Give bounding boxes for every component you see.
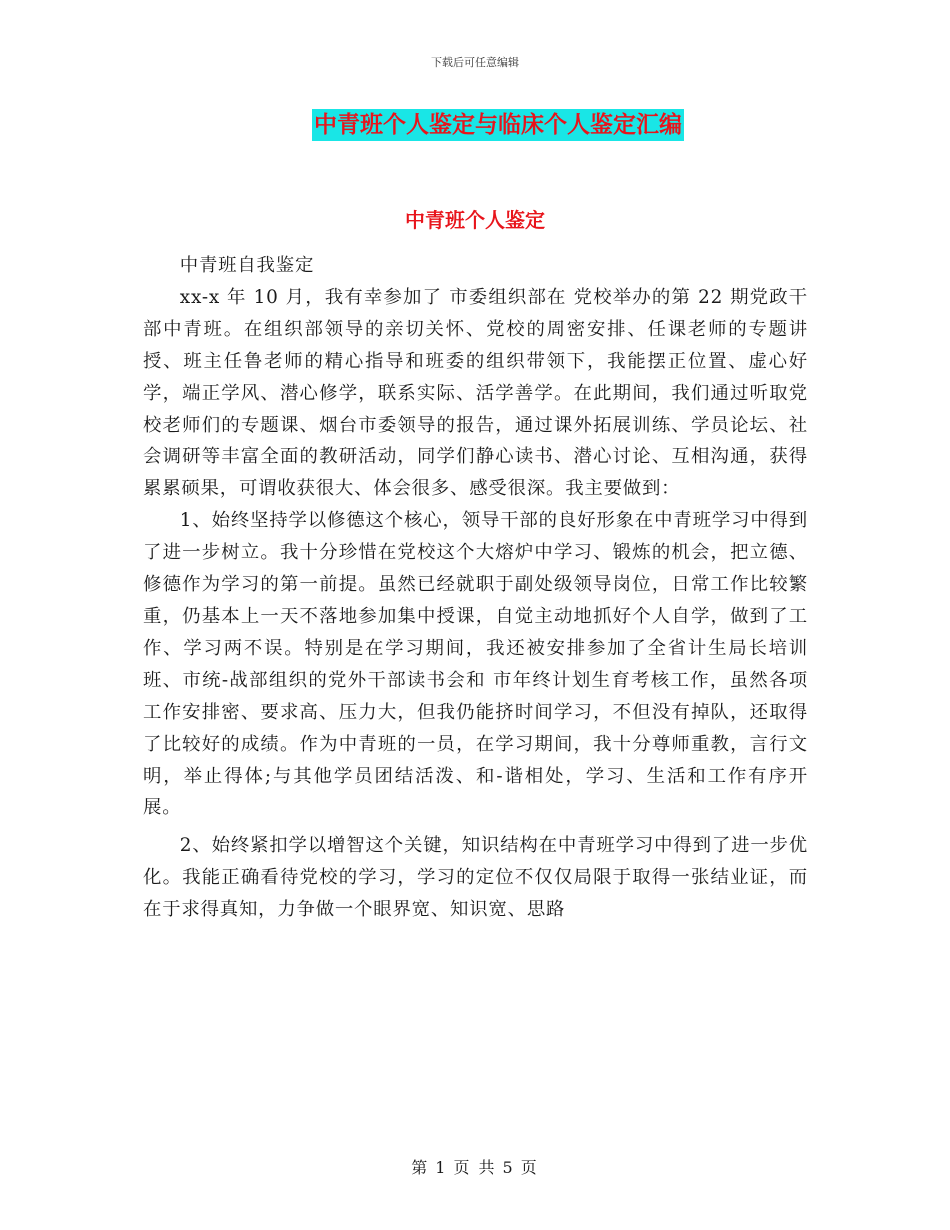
footer-suffix: 页 [520,1158,539,1177]
footer-prefix: 第 [411,1158,430,1177]
paragraph-intro: xx-x 年 10 月，我有幸参加了 市委组织部在 党校举办的第 22 期党政干部中青班。在组织部领导的亲切关怀、党校的周密安排、任课老师的专题讲授、班主任鲁老师的精心指导和班委的组织带领下，我能摆正位置、虚心好学，端正学风、潜心修学，联系实际、活学善学。在此期间，我们通过听取党校老师们的专题课、烟台市委领导的报告，通过课外拓展训练、学员论坛、社会调研等丰富全面的教研活动，同学们静心读书、潜心讨论、互相沟通，获得累累硕果，可谓收获很大、体会很多、感受很深。我主要做到： [143,286,808,500]
footer-total-pages: 5 [502,1158,515,1177]
paragraph-point-2: 2、始终紧扣学以增智这个关键，知识结构在中青班学习中得到了进一步优化。我能正确看待党校的学习，学习的定位不仅仅局限于取得一张结业证，而在于求得真知，力争做一个眼界宽、知识宽、思路 [143,835,808,921]
section-title: 中青班个人鉴定 [405,208,545,232]
header-note: 下载后可任意编辑 [431,56,519,69]
footer-middle: 页 共 [453,1158,497,1177]
paragraph-subtitle: 中青班自我鉴定 [179,255,315,276]
page-footer [0,1155,950,1178]
document-title-container [0,109,950,141]
document-body [143,250,808,926]
paragraph-point-1: 1、始终坚持学以修德这个核心，领导干部的良好形象在中青班学习中得到了进一步树立。我十分珍惜在党校这个大熔炉中学习、锻炼的机会，把立德、修德作为学习的第一前提。虽然已经就职于副处级领导岗位，日常工作比较繁重，仍基本上一天不落地参加集中授课，自觉主动地抓好个人自学，做到了工作、学习两不误。特别是在学习期间，我还被安排参加了全省计生局长培训班、市统-战部组织的党外干部读书会和 市年终计划生育考核工作，虽然各项工作安排密、要求高、压力大，但我仍能挤时间学习，不但没有掉队，还取得了比较好的成绩。作为中青班的一员，在学习期间，我十分尊师重教，言行文明，举止得体;与其他学员团结活泼、和-谐相处，学习、生活和工作有序开展。 [143,510,808,819]
document-title: 中青班个人鉴定与临床个人鉴定汇编 [312,109,684,141]
footer-page-number: 1 [435,1158,448,1177]
